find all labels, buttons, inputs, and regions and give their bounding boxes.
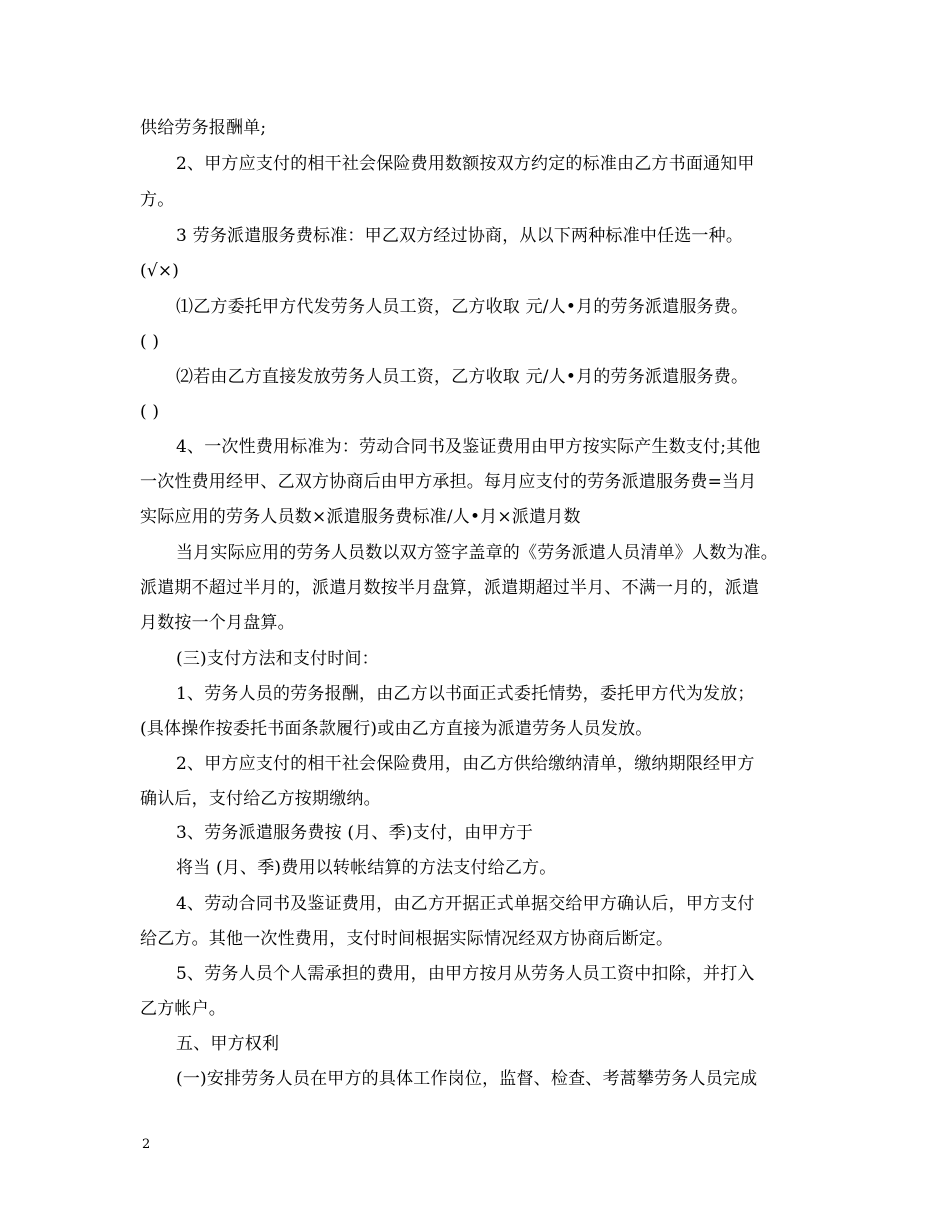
text-line: ⑵若由乙方直接发放劳务人员工资，乙方收取 元/人•月的劳务派遣服务费。: [176, 367, 749, 387]
text-line: ⑴乙方委托甲方代发劳务人员工资，乙方收取 元/人•月的劳务派遣服务费。: [176, 297, 749, 317]
text-line: 实际应用的劳务人员数×派遣服务费标准/人•月×派遣月数: [140, 507, 581, 527]
text-line: 2、甲方应支付的相干社会保险费用，由乙方供给缴纳清单，缴纳期限经甲方: [176, 754, 755, 774]
text-line: (具体操作按委托书面条款履行)或由乙方直接为派遣劳务人员发放。: [140, 719, 653, 739]
text-line: (√×): [140, 261, 180, 281]
text-line: 4、一次性费用标准为：劳动合同书及鉴证费用由甲方按实际产生数支付;其他: [176, 437, 761, 457]
text-line: 给乙方。其他一次性费用，支付时间根据实际情况经双方协商后断定。: [140, 929, 674, 949]
text-line: 将当 (月、季)费用以转帐结算的方法支付给乙方。: [176, 858, 557, 878]
text-line: 供给劳务报酬单;: [140, 118, 267, 138]
text-line: 5、劳务人员个人需承担的费用，由甲方按月从劳务人员工资中扣除，并打入: [176, 964, 755, 984]
text-line: 一次性费用经甲、乙双方协商后由甲方承担。每月应支付的劳务派遣服务费=当月: [140, 472, 757, 492]
text-line: 3 劳务派遣服务费标准：甲乙双方经过协商，从以下两种标准中任选一种。: [176, 226, 744, 246]
text-line: 当月实际应用的劳务人员数以双方签字盖章的《劳务派遣人员清单》人数为准。: [176, 543, 778, 563]
text-line: 月数按一个月盘算。: [140, 613, 295, 633]
text-line: ( ): [140, 332, 160, 352]
text-line: 派遣期不超过半月的，派遣月数按半月盘算，派遣期超过半月、不满一月的，派遣: [140, 578, 760, 598]
text-line: (一)安排劳务人员在甲方的具体工作岗位，监督、检查、考蒿攀劳务人员完成: [176, 1069, 758, 1089]
section-heading: 五、甲方权利: [176, 1034, 280, 1054]
text-line: 3、劳务派遣服务费按 (月、季)支付，由甲方于: [176, 823, 534, 843]
text-line: 乙方帐户。: [140, 999, 226, 1019]
text-line: 1、劳务人员的劳务报酬，由乙方以书面正式委托情势，委托甲方代为发放；: [176, 684, 755, 704]
text-line: 确认后，支付给乙方按期缴纳。: [140, 789, 381, 809]
section-heading: (三)支付方法和支付时间：: [176, 649, 379, 669]
text-line: ( ): [140, 402, 160, 422]
page-number: 2: [142, 1137, 151, 1152]
text-line: 2、甲方应支付的相干社会保险费用数额按双方约定的标准由乙方书面通知甲: [176, 154, 755, 174]
text-line: 方。: [140, 190, 175, 210]
text-line: 4、劳动合同书及鉴证费用，由乙方开据正式单据交给甲方确认后，甲方支付: [176, 894, 755, 914]
